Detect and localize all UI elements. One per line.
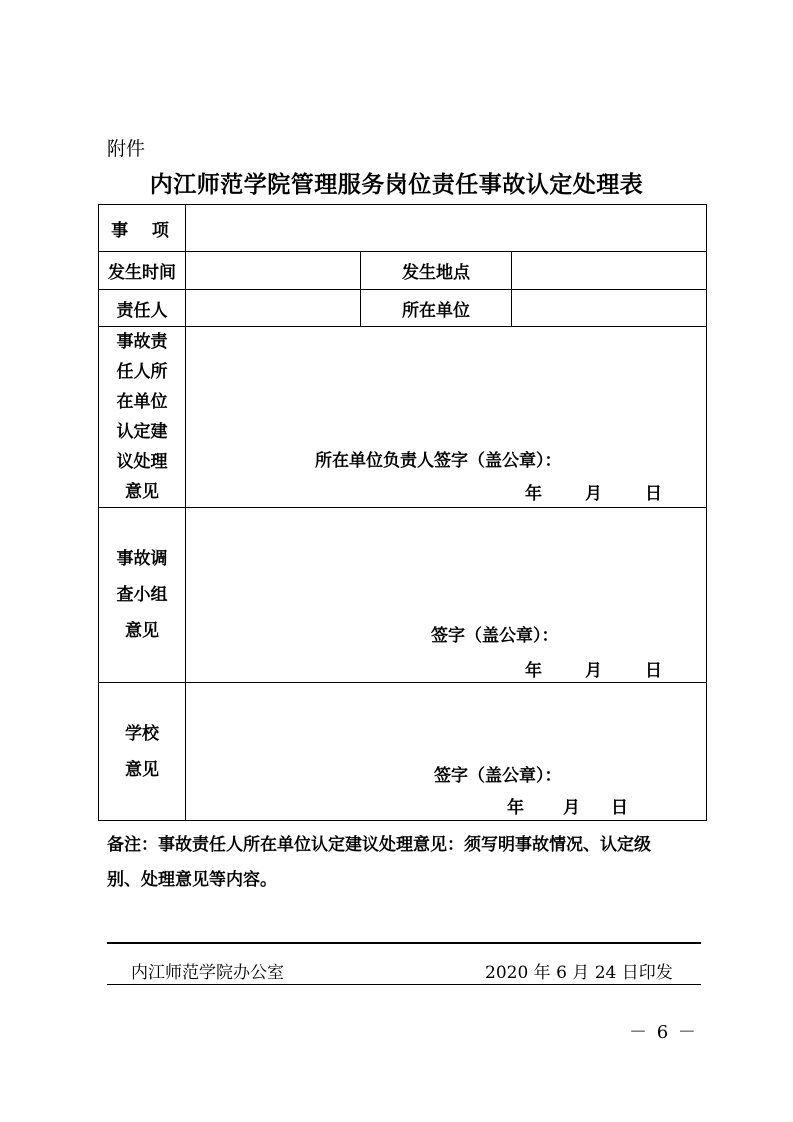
unit-label: 所在单位 [361,290,512,327]
unit-date [525,479,662,504]
date-month: 月 [585,661,602,681]
investigation-opinion-label [99,508,186,683]
attachment-label: 附件 [107,138,146,160]
investigation-opinion-field[interactable] [186,508,707,683]
row-unit-opinion [99,327,707,508]
label-line: 学校 [125,723,159,744]
issue-date: 2020 年 6 月 24 日印发 [485,963,673,983]
school-date [507,793,628,818]
time-label: 发生时间 [99,252,186,290]
date-month: 月 [585,484,602,504]
accident-form-table [98,204,707,821]
time-field[interactable] [186,252,361,290]
remark-line: 备注：事故责任人所在单位认定建议处理意见：须写明事故情况、认定级 [107,835,651,855]
investigation-date [525,656,662,681]
page-number: － 6 － [629,1022,698,1043]
date-day: 日 [611,798,628,818]
row-person-unit [99,290,707,327]
person-label: 责任人 [99,290,186,327]
unit-signature-label: 所在单位负责人签字（盖公章）： [315,451,562,471]
date-year: 年 [507,798,524,818]
remark-note [107,828,707,898]
place-field[interactable] [512,252,707,290]
label-line: 任人所 [116,362,168,382]
unit-opinion-field[interactable] [186,327,707,508]
form-title: 内江师范学院管理服务岗位责任事故认定处理表 [149,171,644,198]
label-line: 事故责 [116,332,168,352]
place-label: 发生地点 [361,252,512,290]
investigation-signature-label: 签字（盖公章）： [431,626,559,646]
date-month: 月 [563,798,580,818]
date-day: 日 [645,484,662,504]
matter-label: 事 项 [99,205,186,252]
matter-field[interactable] [186,205,707,252]
row-school-opinion [99,683,707,821]
issuing-office: 内江师范学院办公室 [131,963,284,983]
label-line: 认定建 [116,422,168,442]
school-signature-label: 签字（盖公章）： [434,766,562,786]
date-year: 年 [525,484,542,504]
row-matter [99,205,707,252]
label-line: 议处理 [116,452,168,472]
footer-top-rule [107,942,701,944]
school-opinion-field[interactable] [186,683,707,821]
date-year: 年 [525,661,542,681]
label-line: 意见 [125,621,159,641]
row-investigation-opinion [99,508,707,683]
label-line: 在单位 [116,392,168,412]
label-line: 事故调 [116,549,168,569]
date-day: 日 [645,661,662,681]
label-line: 查小组 [116,585,168,605]
row-time-place [99,252,707,290]
unit-opinion-label [99,327,186,508]
person-field[interactable] [186,290,361,327]
unit-field[interactable] [512,290,707,327]
label-line: 意见 [125,482,159,502]
school-opinion-label [99,683,186,821]
label-line: 意见 [125,759,159,780]
footer-bottom-rule [107,984,701,985]
remark-line: 别、处理意见等内容。 [107,870,277,890]
